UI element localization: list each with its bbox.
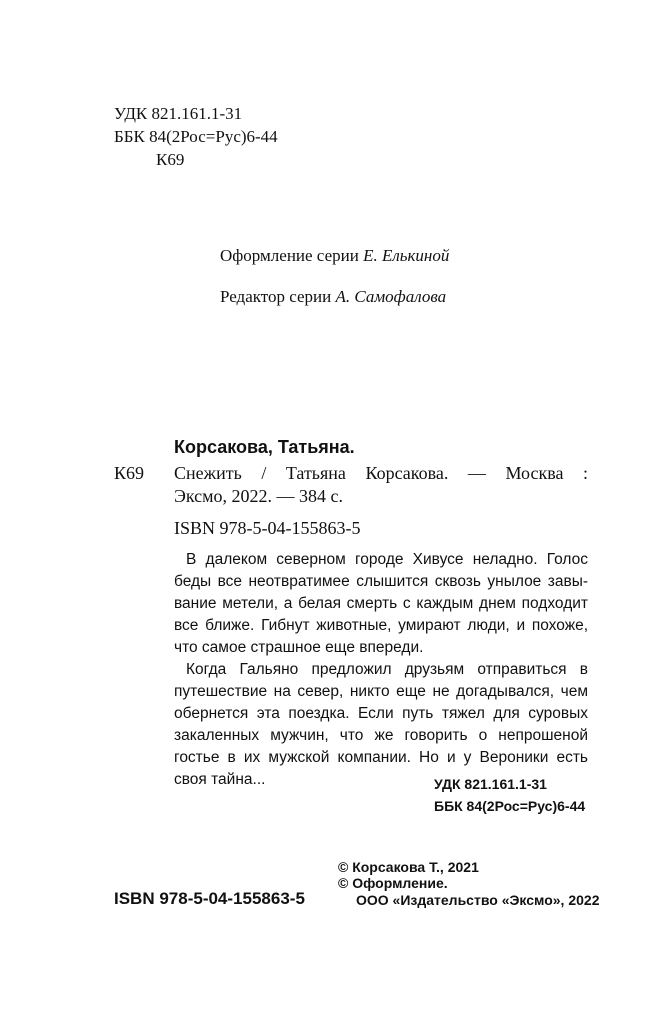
- series-editor-credit: [220, 287, 446, 307]
- author-sign: К69: [156, 150, 185, 169]
- series-design-credit: [220, 246, 449, 266]
- bib-isbn: ISBN 978-5-04-155863-5: [174, 518, 361, 538]
- copyright-publisher: ООО «Издательство «Эксмо», 2022: [356, 892, 600, 908]
- annotation-line: вание метели, а белая смерть с каждым днем подходит: [174, 595, 588, 612]
- editor-prefix: Редактор серии: [220, 287, 332, 306]
- bbk-code: ББК 84(2Рос=Рус)6-44: [114, 127, 278, 146]
- editor-name: А. Самофалова: [335, 287, 447, 306]
- annotation-line: Когда Гальяно предложил друзьям отправиться в: [186, 661, 588, 678]
- bbk-code-right: ББК 84(2Рос=Рус)6-44: [434, 798, 586, 814]
- annotation-line: беды все неотвратимее слышится сквозь унылое завы-: [174, 573, 588, 590]
- annotation-line: обернется эта поездка. Если путь тяжел для суровых: [174, 705, 588, 722]
- bib-title-line: Снежить / Татьяна Корсакова. — Москва :: [174, 463, 588, 483]
- bib-sign: К69: [114, 463, 145, 483]
- annotation-line: путешествие на север, никто еще не догадывался, чем: [174, 683, 588, 700]
- annotation-line: что самое страшное еще впереди.: [174, 639, 424, 656]
- udk-code-right: УДК 821.161.1-31: [434, 776, 547, 792]
- annotation-line: закаленных мужчин, что же говорить о непрошеной: [174, 727, 588, 744]
- design-prefix: Оформление серии: [220, 246, 359, 265]
- annotation-line: В далеком северном городе Хивусе неладно. Голос: [186, 551, 588, 568]
- annotation-line: своя тайна...: [174, 771, 266, 788]
- footer-isbn: ISBN 978-5-04-155863-5: [114, 889, 305, 908]
- udk-code: УДК 821.161.1-31: [114, 104, 243, 123]
- bib-publisher-line: Эксмо, 2022. — 384 с.: [174, 486, 344, 506]
- copyright-author: © Корсакова Т., 2021: [338, 859, 479, 875]
- design-name: Е. Елькиной: [363, 246, 450, 265]
- annotation-line: гостье в их мужской компании. Но и у Вероники есть: [174, 749, 588, 766]
- annotation-line: все ближе. Гибнут животные, умирают люди, и похоже,: [174, 617, 588, 634]
- bib-author: Корсакова, Татьяна.: [174, 437, 355, 457]
- copyright-design: © Оформление.: [338, 875, 448, 891]
